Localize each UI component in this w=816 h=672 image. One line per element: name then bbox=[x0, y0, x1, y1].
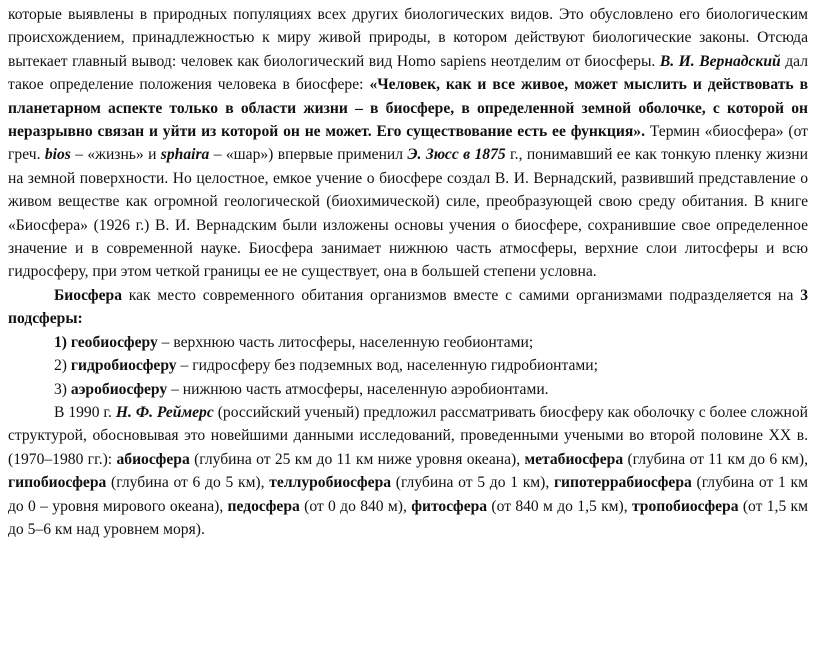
list-number: 1) bbox=[54, 333, 71, 351]
list-item bbox=[8, 354, 808, 377]
list-number: 3) bbox=[54, 380, 71, 398]
author-suess: Э. Зюсс в 1875 bbox=[407, 146, 506, 164]
document-page bbox=[8, 0, 808, 541]
list-description: – нижнюю часть атмосферы, населенную аэробионтами. bbox=[167, 380, 549, 398]
list-description: – гидросферу без подземных вод, населенную гидробионтами; bbox=[176, 357, 598, 375]
list-item bbox=[8, 331, 808, 354]
term-phytosphere: фитосфера bbox=[411, 497, 488, 515]
text: г., понимавший ее как тонкую пленку жизни на земной поверхности. Но целостное, емкое учение о биосфере создал В. И. Вернадский, развивший представление о живом веществе как огромной геологической (биохимической) силе, преобразующей свою среду обитания. В книге «Биосфера» (1926 г.) В. И. Вернадским были изложены основы учения о биосфере, сохранившие свое определенное значение и в современной науке. Биосфера занимает нижнюю часть атмосферы, верхние слои литосферы и всю гидросферу, при этом четкой границы ее не существует, она в большей степени условна. bbox=[8, 146, 808, 281]
term-abiosphere: абиосфера bbox=[116, 450, 190, 468]
text: (от 1,5 км до 5–6 км над уровнем моря). bbox=[8, 497, 808, 538]
text: (глубина от 11 км до 6 км), bbox=[623, 450, 809, 468]
text: Термин «биосфера» (от греч. bbox=[8, 123, 808, 164]
term-tellurobiosphere: теллуробиосфера bbox=[269, 474, 392, 492]
term-geobiosphere: геобиосферу bbox=[70, 333, 158, 351]
text: – «шар») впервые применил bbox=[209, 146, 408, 164]
list-number: 2) bbox=[54, 357, 71, 375]
text: (глубина от 5 до 1 км), bbox=[391, 474, 554, 492]
term-hydrobiosphere: гидробиосферу bbox=[70, 357, 177, 375]
text: В 1990 г. bbox=[54, 403, 116, 421]
term-sphaira: sphaira bbox=[160, 146, 210, 164]
text: (глубина от 1 км до 0 – уровня мирового океана), bbox=[8, 474, 808, 515]
term-hypoterrabiosphere: гипотеррабиосфера bbox=[553, 474, 692, 492]
term-tropobiosphere: тропобиосфера bbox=[631, 497, 739, 515]
paragraph-subspheres bbox=[8, 284, 808, 331]
term-biosphere: Биосфера bbox=[54, 286, 122, 304]
list-item bbox=[8, 378, 808, 401]
author-vernadsky: В. И. Вернадский bbox=[659, 52, 781, 70]
text: дал такое определение положения человека в биосфере: bbox=[8, 52, 808, 94]
text: (российский ученый) предложил рассматривать биосферу как оболочку с более сложной структурой, обосновывая это новейшими данными исследований, проведенными учеными во второй половине XX в. (1970–1980 гг.): bbox=[8, 403, 808, 468]
term-metabiosphere: метабиосфера bbox=[524, 450, 624, 468]
term-hypobiosphere: гипобиосфера bbox=[8, 474, 107, 492]
text: (глубина от 25 км до 11 км ниже уровня океана), bbox=[189, 450, 525, 468]
list-description: – верхнюю часть литосферы, населенную геобионтами; bbox=[157, 333, 534, 351]
paragraph-reimers bbox=[8, 401, 808, 541]
text: – «жизнь» и bbox=[70, 146, 161, 164]
text: (глубина от 6 до 5 км), bbox=[106, 474, 270, 492]
vernadsky-quote: «Человек, как и все живое, может мыслить и действовать в планетарном аспекте только в области жизни – в биосфере, в определенной земной оболочке, с которой он неразрывно связан и уйти из которой он не может. Его существование есть ее функция». bbox=[8, 76, 808, 141]
text: которые выявлены в природных популяциях всех других биологических видов. Это обусловлено его биологическим происхождением, принадлежностью к миру живой природы, в котором действуют биологические законы. Отсюда вытекает главный вывод: человек как биологический вид Homo sapiens неотделим от биосферы. bbox=[8, 6, 808, 70]
term-bios: bios bbox=[44, 146, 71, 164]
text: как место современного обитания организмов вместе с самими организмами подразделяется на bbox=[122, 286, 801, 304]
paragraph-biosphere-definition bbox=[8, 3, 808, 284]
term-pedosphere: педосфера bbox=[227, 497, 300, 515]
text: (от 840 м до 1,5 км), bbox=[487, 497, 632, 515]
subsphere-count: 3 подсферы: bbox=[8, 286, 808, 328]
term-aerobiosphere: аэробиосферу bbox=[70, 380, 168, 398]
author-reimers: Н. Ф. Реймерс bbox=[115, 403, 214, 421]
text: (от 0 до 840 м), bbox=[299, 497, 412, 515]
